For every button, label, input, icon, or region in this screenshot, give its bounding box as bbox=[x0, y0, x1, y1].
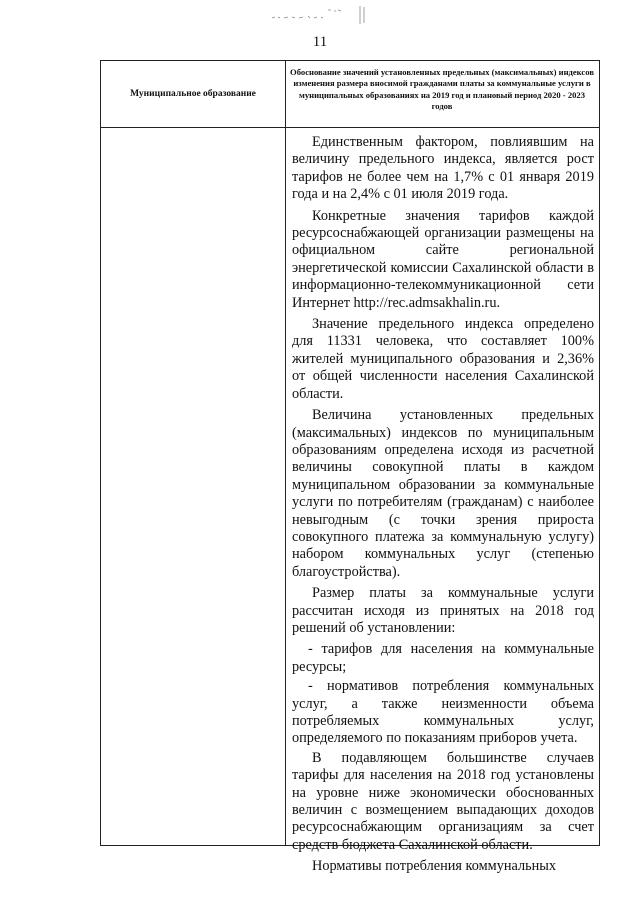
paragraph: Конкретные значения тарифов каждой ресурсоснабжающей организации размещены на официальном сайте региональной энергетической комиссии Сахалинской области в информационно-телекоммуникационной сети Интернет http://rec.admsakhalin.ru. bbox=[292, 207, 594, 311]
justification-text bbox=[292, 134, 594, 880]
paragraph: В подавляющем большинстве случаев тарифы для населения на 2018 год установлены на уровне ниже экономически обоснованных величин с возмещением выпадающих доходов ресурсоснабжающим организациям за счет средств бюджета Сахалинской области. bbox=[292, 749, 594, 853]
page-number: 11 bbox=[312, 34, 328, 50]
justification-table bbox=[100, 60, 600, 875]
column-divider bbox=[285, 61, 286, 845]
list-item: - тарифов для населения на коммунальные ресурсы; bbox=[292, 641, 594, 675]
paragraph: Значение предельного индекса определено для 11331 человека, что составляет 100% жителей муниципального образования и 2,36% от общей численности населения Сахалинской области. bbox=[292, 316, 594, 402]
header-divider bbox=[101, 127, 599, 128]
paragraph: Нормативы потребления коммунальных bbox=[312, 858, 557, 875]
header-municipality: Муниципальное образование bbox=[130, 89, 256, 99]
list-item: - нормативов потребления коммунальных услуг, а также неизменности объема потребляемых коммунальных услуг, определяемого по показаниям приборов учета. bbox=[292, 678, 594, 747]
scan-stamp-mark bbox=[268, 4, 378, 26]
paragraph: Величина установленных предельных (максимальных) индексов по муниципальным образованиям определена исходя из расчетной величины совокупной платы в каждом муниципальном образовании за коммунальные услуги по потребителям (гражданам) с наиболее невыгодным (с точки зрения прироста совокупного платежа за коммунальную услугу) набором коммунальных услуг (степенью благоустройства). bbox=[292, 407, 594, 580]
paragraph: Единственным фактором, повлиявшим на величину предельного индекса, является рост тарифов не более чем на 1,7% с 01 января 2019 года и на 2,4% с 01 июля 2019 года. bbox=[292, 134, 594, 203]
header-justification: Обоснование значений установленных предельных (максимальных) индексов изменения размера вносимой гражданами платы за коммунальные услуги в муниципальных образованиях на 2019 год и плановый период 2020 - 2023 годов bbox=[290, 67, 594, 111]
paragraph: Размер платы за коммунальные услуги рассчитан исходя из принятых на 2018 год решений об установлении: bbox=[292, 585, 594, 636]
